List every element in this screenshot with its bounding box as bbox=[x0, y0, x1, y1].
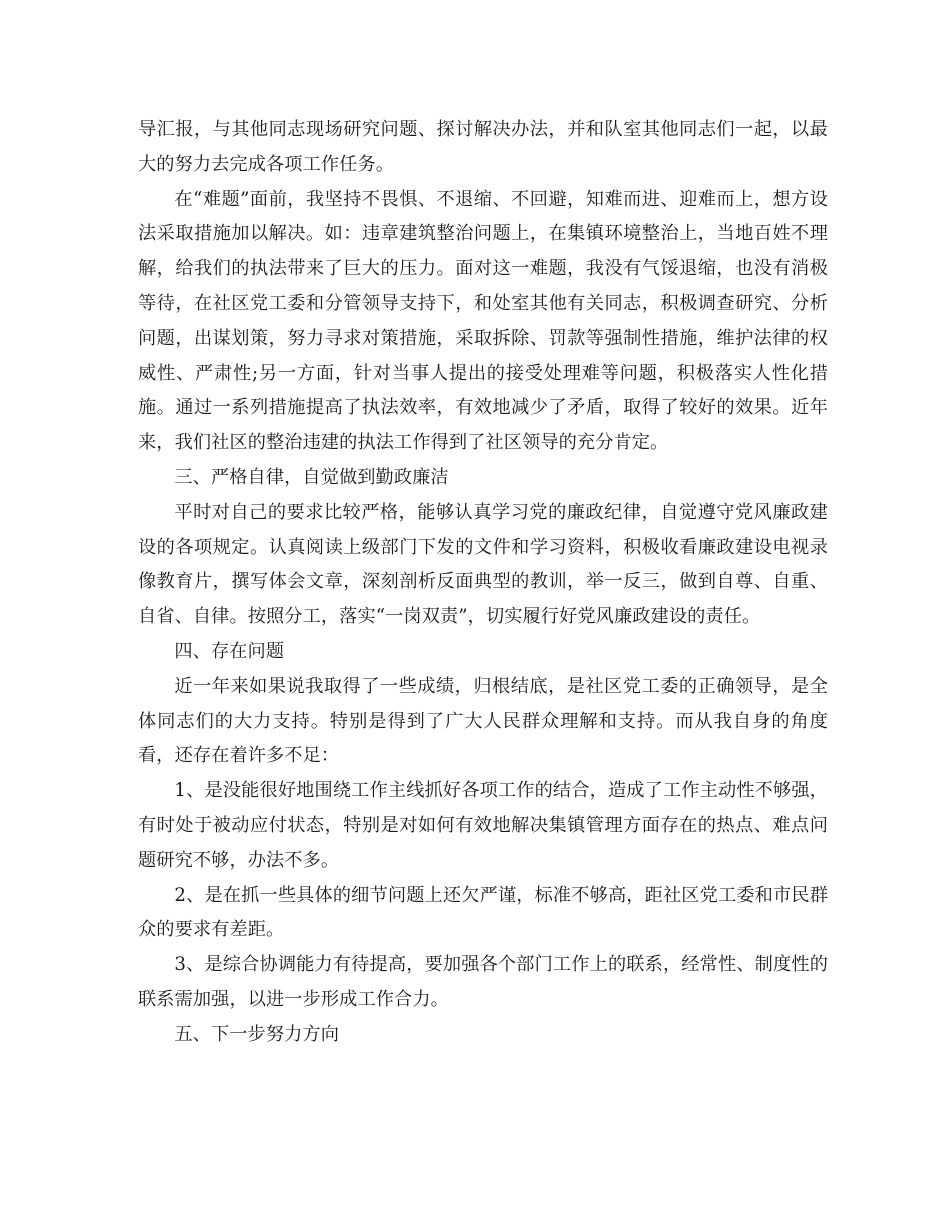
paragraph-integrity: 平时对自己的要求比较严格，能够认真学习党的廉政纪律，自觉遵守党风廉政建设的各项规定。认真阅读上级部门下发的文件和学习资料，积极收看廉政建设电视录像教育片，撰写体会文章，深刻剖析反面典型的教训，举一反三，做到自尊、自重、自省、自律。按照分工，落实“一岗双责”，切实履行好党风廉政建设的责任。 bbox=[138, 501, 828, 628]
section-heading-next-steps: 五、下一步努力方向 bbox=[174, 1023, 339, 1045]
document-body bbox=[138, 113, 828, 1053]
section-heading-self-discipline: 三、严格自律，自觉做到勤政廉洁 bbox=[174, 466, 449, 488]
paragraph-difficult-problems: 在“难题”面前，我坚持不畏惧、不退缩、不回避，知难而进、迎难而上，想方设法采取措施加以解决。如：违章建筑整治问题上，在集镇环境整治上，当地百姓不理解，给我们的执法带来了巨大的压力。面对这一难题，我没有气馁退缩，也没有消极等待，在社区党工委和分管领导支持下，和处室其他有关同志，积极调查研究、分析问题，出谋划策，努力寻求对策措施，采取拆除、罚款等强制性措施，维护法律的权威性、严肃性;另一方面，针对当事人提出的接受处理难等问题，积极落实人性化措施。通过一系列措施提高了执法效率，有效地减少了矛盾，取得了较好的效果。近年来，我们社区的整治违建的执法工作得到了社区领导的充分肯定。 bbox=[138, 188, 828, 454]
continuation-paragraph: 导汇报，与其他同志现场研究问题、探讨解决办法，并和队室其他同志们一起，以最大的努力去完成各项工作任务。 bbox=[138, 119, 828, 175]
list-item-problem-3: 3、是综合协调能力有待提高，要加强各个部门工作上的联系，经常性、制度性的联系需加强，以进一步形成工作合力。 bbox=[138, 954, 828, 1010]
paragraph-problems-intro: 近一年来如果说我取得了一些成绩，归根结底，是社区党工委的正确领导，是全体同志们的大力支持。特别是得到了广大人民群众理解和支持。而从我自身的角度看，还存在着许多不足： bbox=[138, 675, 828, 767]
section-heading-problems: 四、存在问题 bbox=[174, 640, 285, 662]
list-item-problem-1: 1、是没能很好地围绕工作主线抓好各项工作的结合，造成了工作主动性不够强，有时处于被动应付状态，特别是对如何有效地解决集镇管理方面存在的热点、难点问题研究不够，办法不多。 bbox=[138, 780, 828, 871]
list-item-problem-2: 2、是在抓一些具体的细节问题上还欠严谨，标准不够高，距社区党工委和市民群众的要求有差距。 bbox=[138, 884, 828, 941]
